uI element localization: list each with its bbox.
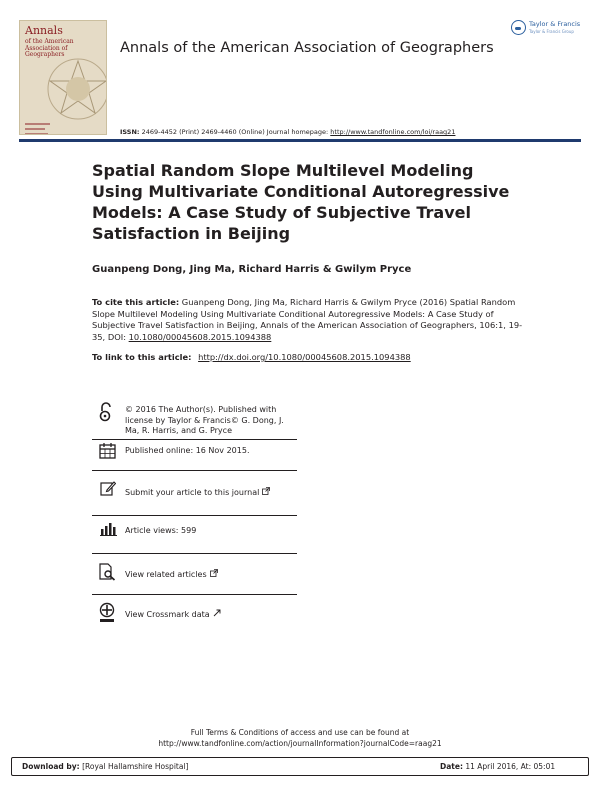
related-articles-icon	[99, 563, 116, 581]
citation-block	[92, 297, 532, 343]
link-block	[92, 352, 411, 362]
row-divider	[92, 594, 297, 595]
calendar-icon	[99, 442, 116, 459]
link-label: To link to this article:	[92, 352, 192, 362]
issn-text: 2469-4452 (Print) 2469-4460 (Online) Journal homepage:	[141, 128, 329, 136]
publisher-logo[interactable]	[511, 17, 589, 41]
citation-label: To cite this article:	[92, 297, 180, 307]
edit-icon	[100, 480, 116, 496]
row-divider	[92, 553, 297, 554]
related-articles-link[interactable]	[125, 569, 218, 581]
external-link-icon	[262, 487, 270, 495]
crossmark-label: View Crossmark data	[125, 610, 210, 619]
crossmark-icon	[99, 602, 116, 624]
download-date-value: 11 April 2016, At: 05:01	[465, 762, 556, 771]
cover-title-line3: Association of Geographers	[25, 45, 68, 59]
downloaded-by-value: [Royal Hallamshire Hospital]	[82, 762, 189, 771]
article-authors: Guanpeng Dong, Jing Ma, Richard Harris & Gwilym Pryce	[92, 264, 412, 275]
header-divider	[19, 139, 581, 142]
article-title: Spatial Random Slope Multilevel Modeling Using Multivariate Conditional Autoregressive Models: A Case Study of Subjective Travel Satisfaction in Beijing	[92, 161, 510, 243]
terms-note	[0, 727, 600, 749]
license-text: © 2016 The Author(s). Published with license by Taylor & Francis© G. Dong, J. Ma, R. Harris, and G. Pryce	[125, 405, 284, 435]
terms-line1: Full Terms & Conditions of access and use can be found at	[190, 728, 410, 737]
citation-text: Guanpeng Dong, Jing Ma, Richard Harris & Gwilym Pryce (2016) Spatial Random Slope Multilevel Modeling Using Multivariate Conditional Autoregressive Models: A Case Study of Subjective Travel Satisfaction in Beijing, Annals of the American Association of Geographers, 106:1, 19-35, DOI:	[92, 297, 523, 342]
related-articles-label: View related articles	[125, 570, 207, 579]
download-date	[440, 762, 555, 771]
downloaded-by	[22, 762, 188, 771]
journal-homepage-link[interactable]: http://www.tandfonline.com/loi/raag21	[330, 128, 456, 136]
journal-title: Annals of the American Association of Geographers	[120, 40, 494, 56]
publisher-subtitle: Taylor & Francis Group	[529, 29, 574, 34]
row-divider	[92, 470, 297, 471]
publisher-name: Taylor & Francis	[529, 20, 581, 28]
row-divider	[92, 515, 297, 516]
article-views-text: Article views: 599	[125, 526, 197, 535]
downloaded-by-label: Download by:	[22, 762, 80, 771]
submit-article-link[interactable]	[125, 487, 270, 499]
journal-cover-image	[19, 20, 107, 135]
issn-line	[120, 128, 455, 136]
row-divider	[92, 439, 297, 440]
terms-url-link[interactable]: http://www.tandfonline.com/action/journalInformation?journalCode=raag21	[158, 739, 442, 748]
bar-chart-icon	[100, 521, 118, 536]
download-date-label: Date:	[440, 762, 463, 771]
article-url-link[interactable]: http://dx.doi.org/10.1080/00045608.2015.1094388	[198, 352, 411, 362]
published-online-text: Published online: 16 Nov 2015.	[125, 446, 250, 455]
cover-title-line1: Annals	[25, 24, 63, 37]
external-link-icon	[213, 609, 221, 617]
crossmark-link[interactable]	[125, 609, 221, 621]
open-access-icon	[98, 402, 112, 422]
cover-title-line2: of the American	[25, 38, 74, 45]
doi-link[interactable]: 10.1080/00045608.2015.1094388	[128, 331, 272, 342]
external-link-icon	[210, 569, 218, 577]
submit-article-label: Submit your article to this journal	[125, 488, 260, 497]
issn-label: ISSN:	[120, 128, 140, 136]
publisher-logo-icon	[511, 20, 526, 35]
